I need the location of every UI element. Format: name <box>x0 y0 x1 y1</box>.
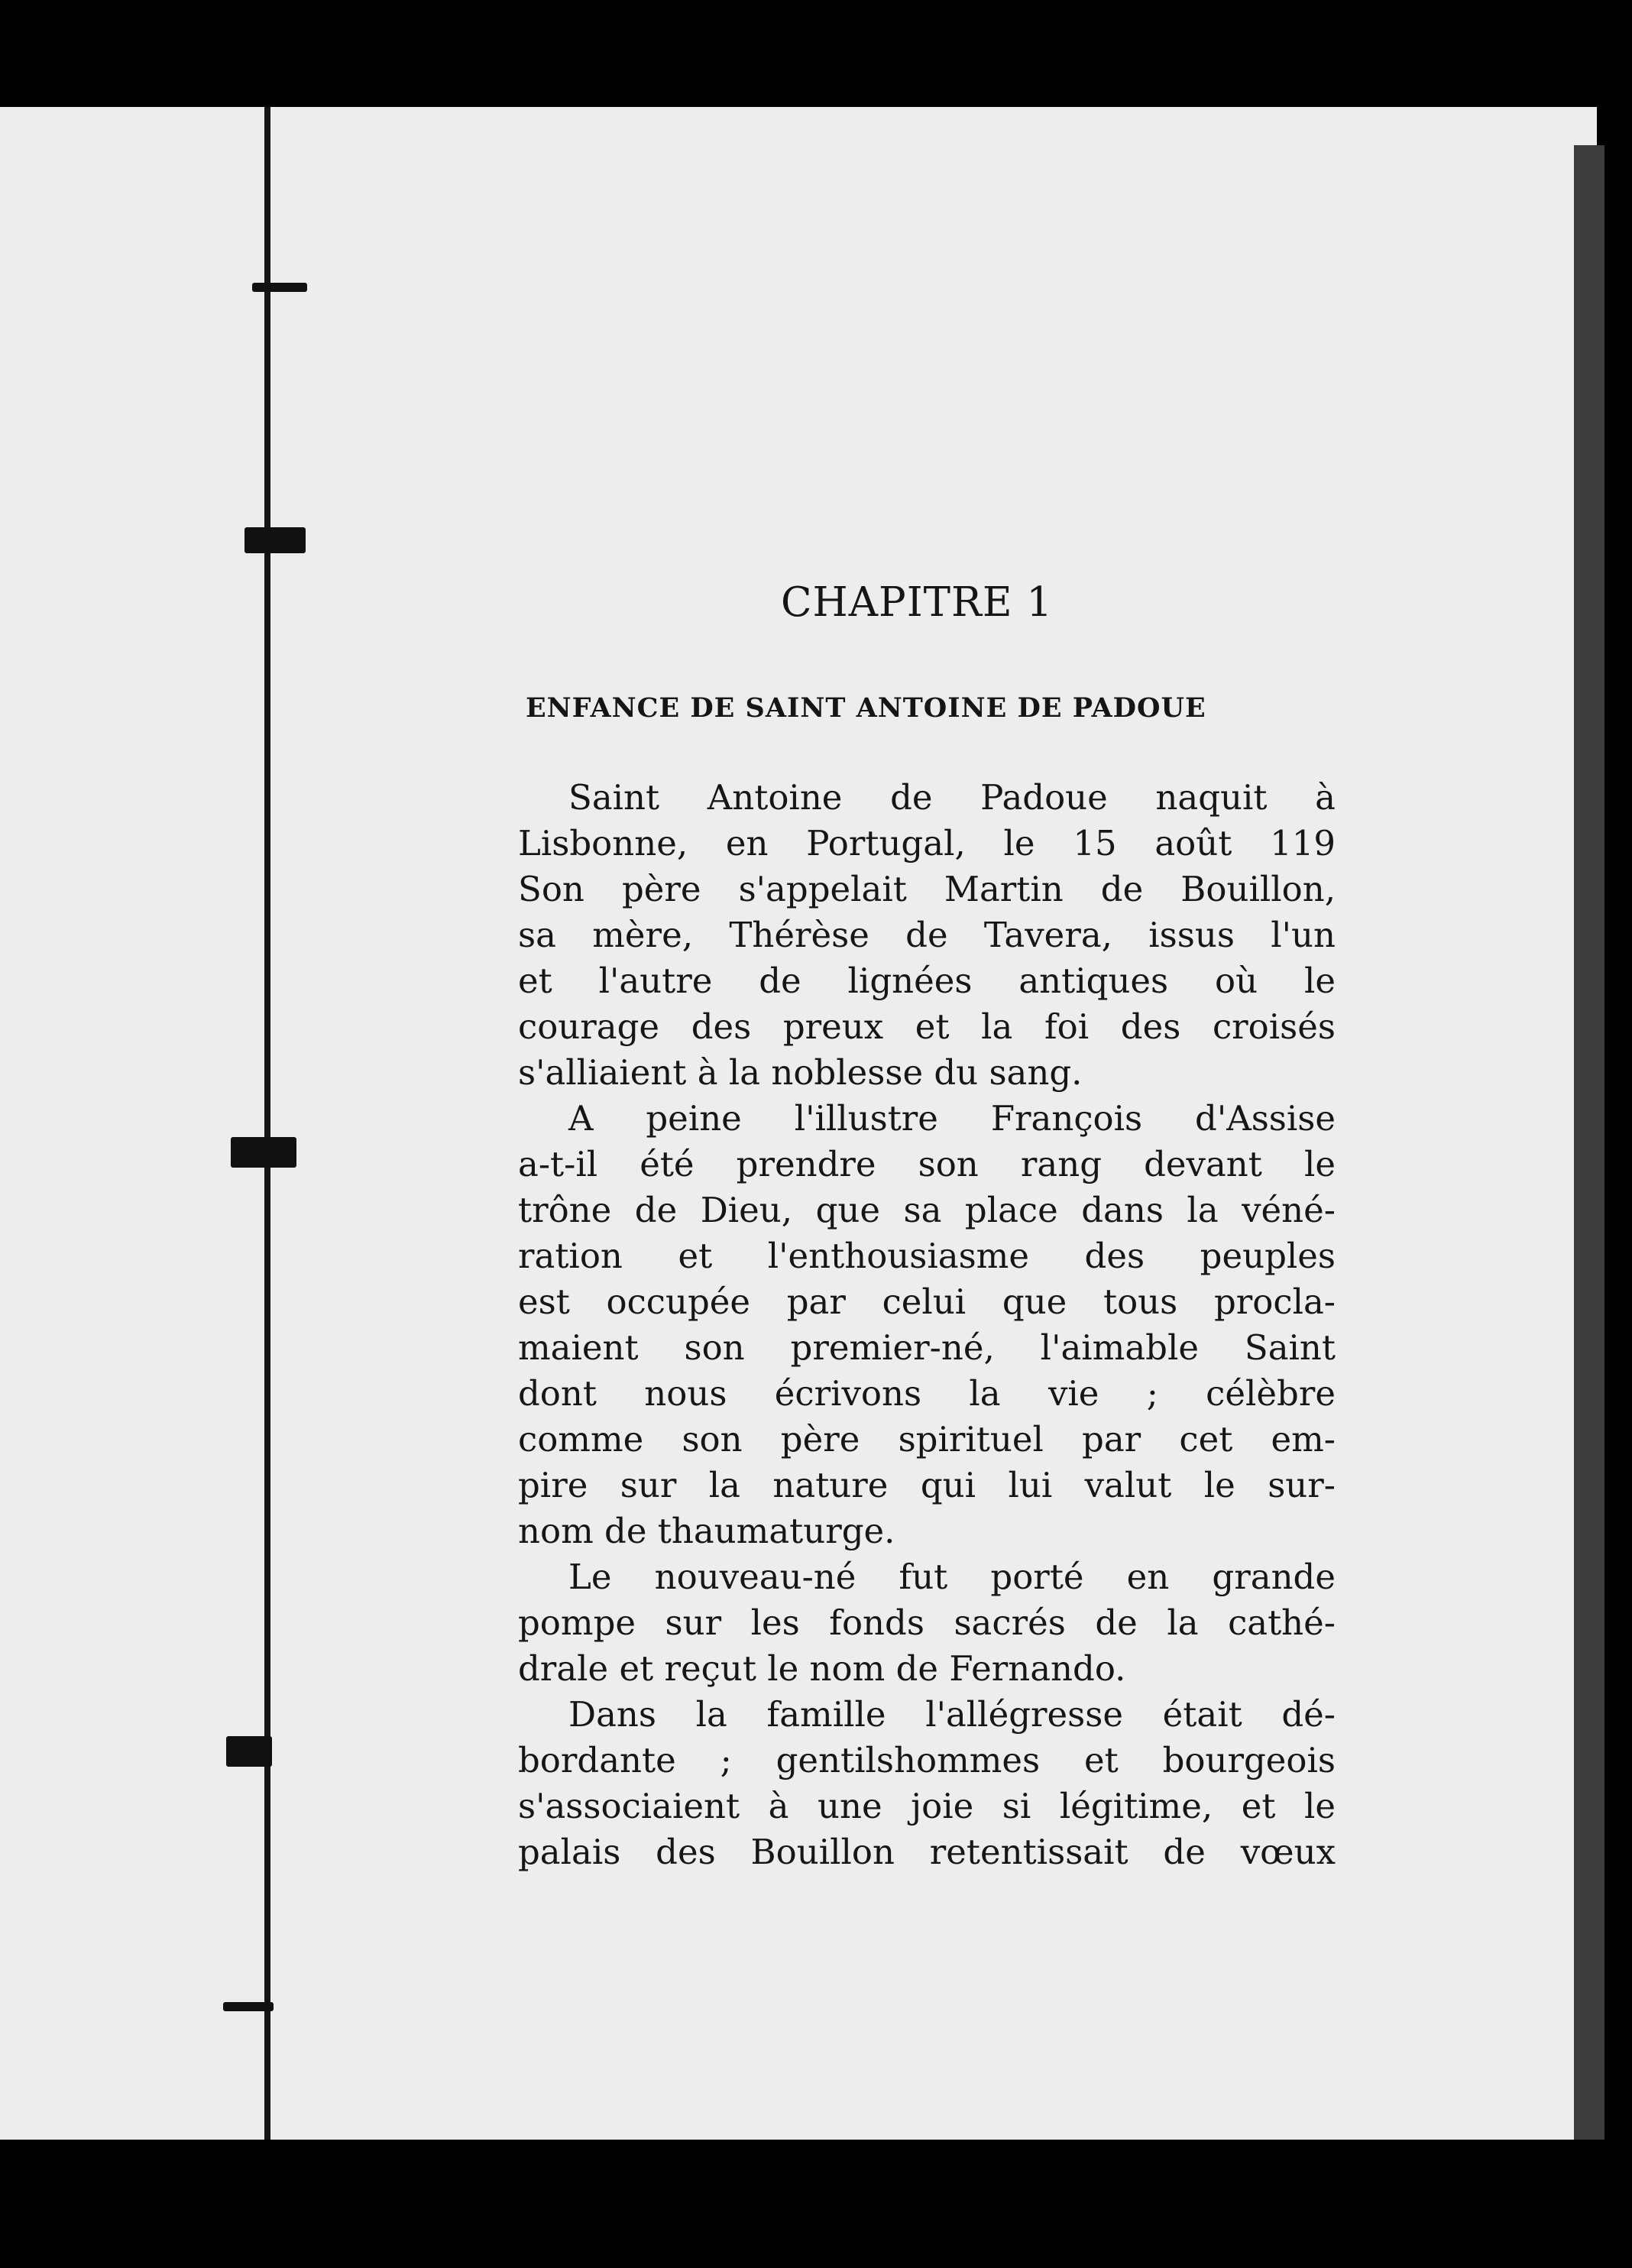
text-line: bordante ; gentilshommes et bourgeois <box>518 1740 1336 1780</box>
text-line: Lisbonne, en Portugal, le 15 août 119 <box>518 823 1336 863</box>
text-line: courage des preux et la foi des croisés <box>518 1006 1336 1047</box>
text-line: pompe sur les fonds sacrés de la cathé- <box>518 1602 1336 1643</box>
page-edge <box>1574 145 1604 2140</box>
stitch-mark <box>226 1736 272 1767</box>
text-line: Le nouveau-né fut porté en grande <box>568 1557 1336 1597</box>
stitch-mark <box>223 2002 274 2011</box>
text-line: Saint Antoine de Padoue naquit à <box>568 777 1336 818</box>
text-line: est occupée par celui que tous procla- <box>518 1281 1336 1322</box>
text-line: sa mère, Thérèse de Tavera, issus l'un <box>518 915 1336 955</box>
text-line: Dans la famille l'allégresse était dé- <box>568 1694 1336 1735</box>
text-line: pire sur la nature qui lui valut le sur- <box>518 1465 1336 1505</box>
text-line: Son père s'appelait Martin de Bouillon, <box>518 869 1336 909</box>
chapter-subtitle: ENFANCE DE SAINT ANTOINE DE PADOUE <box>526 692 1206 724</box>
text-line: a-t-il été prendre son rang devant le <box>518 1144 1336 1184</box>
text-line: nom de thaumaturge. <box>518 1511 895 1551</box>
stitch-mark <box>231 1137 296 1168</box>
text-line: ration et l'enthousiasme des peuples <box>518 1236 1336 1276</box>
text-line: comme son père spirituel par cet em- <box>518 1419 1336 1460</box>
text-line: A peine l'illustre François d'Assise <box>568 1098 1336 1139</box>
binding-stitch-line <box>264 107 270 2140</box>
text-line: s'associaient à une joie si légitime, et le <box>518 1786 1336 1826</box>
text-line: palais des Bouillon retentissait de vœux <box>518 1832 1336 1872</box>
text-line: dont nous écrivons la vie ; célèbre <box>518 1373 1336 1414</box>
text-line: maient son premier-né, l'aimable Saint <box>518 1327 1336 1368</box>
chapter-title: CHAPITRE 1 <box>781 579 1054 626</box>
stitch-mark <box>252 283 307 292</box>
text-line: s'alliaient à la noblesse du sang. <box>518 1052 1083 1093</box>
text-line: trône de Dieu, que sa place dans la véné- <box>518 1190 1336 1230</box>
text-line: drale et reçut le nom de Fernando. <box>518 1648 1126 1689</box>
stitch-mark <box>244 527 306 553</box>
text-line: et l'autre de lignées antiques où le <box>518 961 1336 1001</box>
